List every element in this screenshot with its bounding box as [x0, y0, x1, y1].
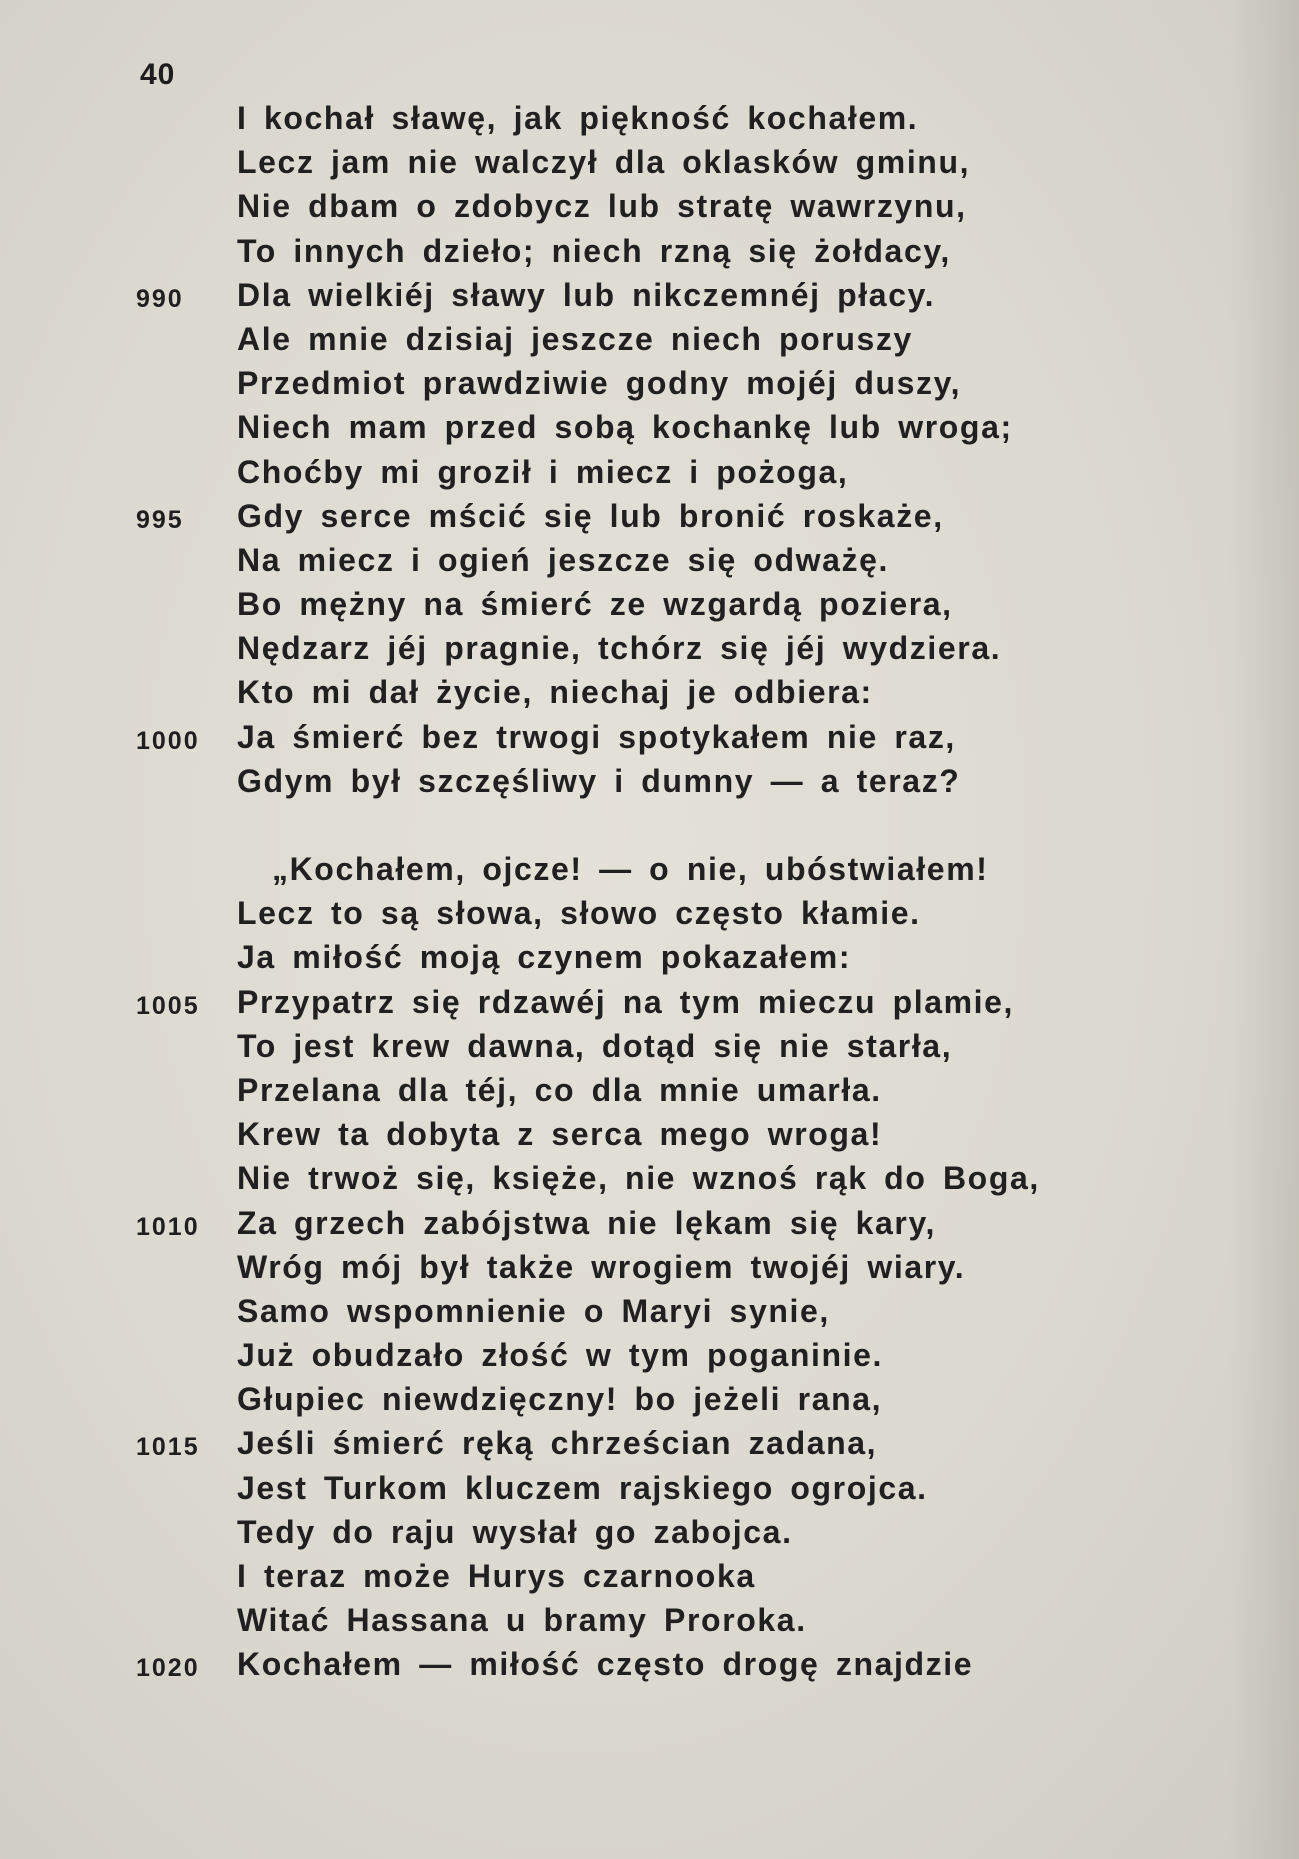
verse-text: Dla wielkiéj sławy lub nikczemnéj płacy. — [237, 276, 936, 313]
verse-text: Już obudzało złość w tym poganinie. — [237, 1337, 884, 1374]
poem-line — [0, 1602, 1299, 1646]
verse-text: Jeśli śmierć ręką chrześcian zadana, — [237, 1425, 878, 1462]
verse-text: Ja śmierć bez trwogi spotykałem nie raz, — [237, 718, 956, 755]
verse-text: Tedy do raju wysłał go zabojca. — [237, 1513, 793, 1550]
poem-line — [0, 498, 1299, 542]
poem-line — [0, 1116, 1299, 1160]
verse-text: Gdym był szczęśliwy i dumny — a teraz? — [237, 762, 961, 799]
verse-text: To jest krew dawna, dotąd się nie starła, — [237, 1027, 953, 1064]
poem-line — [0, 630, 1299, 674]
verse-text: Kto mi dał życie, niechaj je odbiera: — [237, 674, 873, 711]
poem-line — [0, 674, 1299, 718]
verse-text: I kochał sławę, jak piękność kochałem. — [237, 100, 919, 136]
verse-text: Niech mam przed sobą kochankę lub wroga; — [237, 409, 1013, 446]
poem-line — [0, 1425, 1299, 1469]
poem-line — [0, 1337, 1299, 1381]
line-number: 1010 — [136, 1212, 200, 1241]
poem-line — [0, 851, 1299, 895]
verse-text: Głupiec niewdzięczny! bo jeżeli rana, — [237, 1381, 883, 1418]
poem-line — [0, 409, 1299, 453]
poem-line — [0, 321, 1299, 365]
line-number: 1000 — [136, 726, 200, 755]
verse-text: Nie dbam o zdobycz lub stratę wawrzynu, — [237, 188, 967, 225]
poem-line — [0, 984, 1299, 1028]
poem-line — [0, 188, 1299, 232]
verse-text: Lecz jam nie walczył dla oklasków gminu, — [237, 144, 971, 181]
poem-line — [0, 1470, 1299, 1514]
verse-text: Witać Hassana u bramy Proroka. — [237, 1602, 807, 1639]
poem-line — [0, 1381, 1299, 1425]
verse-text: Nędzarz jéj pragnie, tchórz się jéj wydziera. — [237, 630, 1002, 667]
verse-text: Przypatrz się rdzawéj na tym mieczu plamie, — [237, 983, 1015, 1020]
poem-line — [0, 1249, 1299, 1293]
poem-line — [0, 1514, 1299, 1558]
verse-text: Wróg mój był także wrogiem twojéj wiary. — [237, 1248, 966, 1285]
poem-line — [0, 719, 1299, 763]
poem-line — [0, 1293, 1299, 1337]
poem-text — [0, 100, 1299, 1691]
line-number: 990 — [136, 284, 184, 313]
verse-text: Choćby mi groził i miecz i pożoga, — [237, 453, 849, 490]
poem-line — [0, 1072, 1299, 1116]
poem-line — [0, 100, 1299, 144]
verse-text: Ja miłość moją czynem pokazałem: — [237, 939, 852, 976]
verse-text: Kochałem — miłość często drogę znajdzie — [237, 1646, 974, 1683]
line-number: 1020 — [136, 1654, 200, 1683]
verse-text: To innych dzieło; niech rzną się żołdacy, — [237, 232, 951, 269]
line-number: 1005 — [136, 991, 200, 1020]
poem-line — [0, 277, 1299, 321]
verse-text: Nie trwoż się, księże, nie wznoś rąk do Boga, — [237, 1160, 1040, 1197]
poem-line — [0, 1558, 1299, 1602]
verse-text: Gdy serce mścić się lub bronić roskaże, — [237, 497, 944, 534]
verse-text: Bo mężny na śmierć ze wzgardą poziera, — [237, 586, 953, 623]
verse-text: Krew ta dobyta z serca mego wroga! — [237, 1116, 883, 1153]
poem-line — [0, 365, 1299, 409]
verse-text: Za grzech zabójstwa nie lękam się kary, — [237, 1204, 936, 1241]
poem-line — [0, 1028, 1299, 1072]
poem-line — [0, 542, 1299, 586]
verse-text: Samo wspomnienie o Maryi synie, — [237, 1292, 830, 1329]
verse-text: Jest Turkom kluczem rajskiego ogrojca. — [237, 1469, 928, 1506]
poem-line — [0, 1646, 1299, 1690]
poem-line — [0, 454, 1299, 498]
poem-line — [0, 233, 1299, 277]
verse-text: Przedmiot prawdziwie godny mojéj duszy, — [237, 365, 962, 402]
page-number: 40 — [140, 58, 176, 91]
poem-line — [0, 1205, 1299, 1249]
verse-text: Przelana dla téj, co dla mnie umarła. — [237, 1071, 882, 1108]
line-number: 1015 — [136, 1433, 200, 1462]
stanza-gap — [0, 807, 1299, 851]
stanza-1 — [0, 100, 1299, 807]
verse-text: Ale mnie dzisiaj jeszcze niech poruszy — [237, 320, 913, 357]
verse-text: I teraz może Hurys czarnooka — [237, 1558, 756, 1594]
verse-text: Lecz to są słowa, słowo często kłamie. — [237, 895, 921, 932]
line-number: 995 — [136, 505, 184, 534]
poem-line — [0, 144, 1299, 188]
poem-line — [0, 1160, 1299, 1204]
verse-text: Na miecz i ogień jeszcze się odważę. — [237, 541, 890, 578]
poem-line — [0, 763, 1299, 807]
verse-text: „Kochałem, ojcze! — o nie, ubóstwiałem! — [272, 851, 989, 887]
poem-line — [0, 586, 1299, 630]
poem-line — [0, 895, 1299, 939]
poem-line — [0, 939, 1299, 983]
stanza-2 — [0, 851, 1299, 1691]
